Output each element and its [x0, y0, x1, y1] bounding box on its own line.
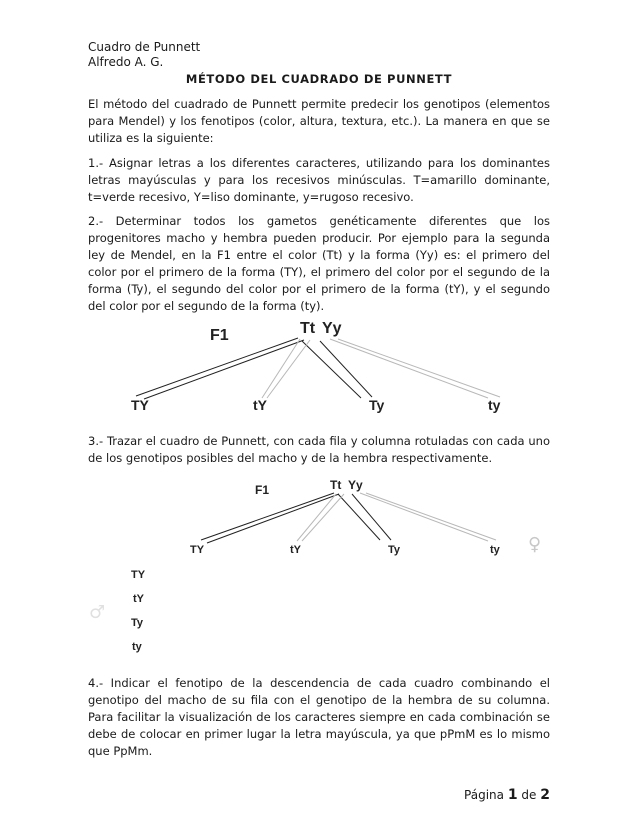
page-footer: [464, 787, 550, 803]
parent-shape-genotype: Yy: [348, 478, 363, 492]
gamete-label: ty: [488, 397, 501, 413]
footer-of: de: [521, 788, 537, 802]
step3-paragraph: 3.- Trazar el cuadro de Punnett, con cada fila y columna rotuladas con cada uno de los genotipos posibles del macho y de la hembra respectivamente.: [88, 434, 550, 465]
step4-paragraph: 4.- Indicar el fenotipo de la descendencia de cada cuadro combinando el genotipo del macho de su fila con el genotipo de la hembra de su columna. Para facilitar la visualización de los caracteres siempre en cada combinación se debe de colocar en primer lugar la letra mayúscula, ya que pPmM es lo mismo que PpMm.: [88, 676, 550, 758]
parent-shape-genotype: Yy: [322, 320, 342, 337]
header-title: Cuadro de Punnett: [88, 40, 201, 54]
step1-paragraph: 1.- Asignar letras a los diferentes caracteres, utilizando para los dominantes letras mayúsculas y para los recesivos minúsculas. T=amarillo dominante, t=verde recesivo, Y=liso dominante, y=rugoso recesivo.: [88, 156, 550, 204]
footer-page-prefix: Página: [464, 788, 505, 802]
female-gamete-header: tY: [290, 544, 301, 556]
male-gamete-header: tY: [133, 593, 144, 605]
footer-page-number: 1: [507, 787, 518, 803]
male-gamete-header: ty: [132, 641, 142, 653]
document-title: MÉTODO DEL CUADRADO DE PUNNETT: [185, 72, 453, 86]
gamete-label: Ty: [369, 397, 385, 413]
male-gamete-header: TY: [131, 569, 146, 581]
parent-color-genotype: Tt: [300, 320, 316, 337]
footer-total-pages: 2: [540, 787, 550, 803]
gamete-diagram-f1: [131, 320, 501, 413]
female-gamete-header: ty: [490, 544, 500, 556]
parent-color-genotype: Tt: [330, 478, 342, 492]
f1-label: F1: [255, 483, 270, 497]
step2-paragraph: 2.- Determinar todos los gametos genéticamente diferentes que los progenitores macho y hembra pueden producir. Por ejemplo para la segunda ley de Mendel, en la F1 entre el color (Tt) y la forma (Yy) es: el primero del color por el primero de la forma (TY), el primero del color por el segundo de la forma (Ty), el segundo del color por el primero de la forma (tY), y el segundo del color por el segundo de la forma (ty).: [88, 214, 550, 313]
female-symbol: ♀: [528, 534, 542, 555]
female-gamete-header: TY: [190, 544, 205, 556]
intro-paragraph: El método del cuadrado de Punnett permite predecir los genotipos (elementos para Mendel) y los fenotipos (color, altura, textura, etc.). La manera en que se utiliza es la siguiente:: [88, 97, 550, 145]
header-author: Alfredo A. G.: [88, 55, 164, 69]
male-gamete-header: Ty: [131, 617, 144, 629]
female-gamete-header: Ty: [388, 544, 401, 556]
gamete-label: tY: [253, 397, 267, 413]
gamete-label: TY: [131, 397, 149, 413]
f1-label: F1: [210, 327, 229, 344]
male-symbol: ♂: [89, 602, 106, 623]
punnett-setup-diagram: [89, 478, 541, 653]
